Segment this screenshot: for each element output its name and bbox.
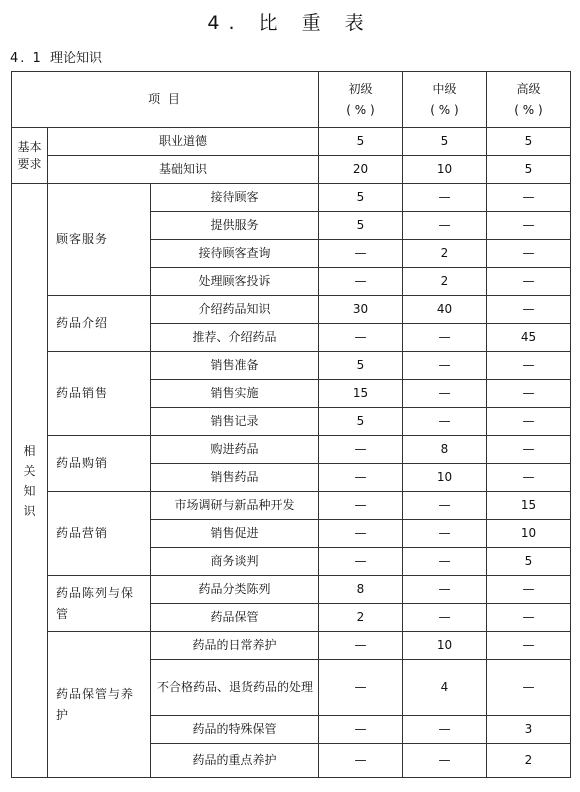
group-cell: 药品销售 — [48, 352, 151, 436]
value-cell: 2 — [319, 604, 403, 632]
value-cell: — — [319, 548, 403, 576]
value-cell: — — [319, 240, 403, 268]
item-cell: 处理顾客投诉 — [151, 268, 319, 296]
weight-table — [11, 71, 571, 778]
table-row — [12, 128, 571, 156]
item-cell: 商务谈判 — [151, 548, 319, 576]
value-cell: — — [487, 464, 571, 492]
item-cell: 职业道德 — [48, 128, 319, 156]
value-cell: 40 — [403, 296, 487, 324]
value-cell: — — [319, 632, 403, 660]
table-row — [12, 632, 571, 660]
value-cell: 5 — [319, 212, 403, 240]
value-cell: 4 — [403, 660, 487, 716]
value-cell: — — [487, 240, 571, 268]
header-level — [319, 72, 403, 128]
value-cell: — — [487, 660, 571, 716]
item-cell: 介绍药品知识 — [151, 296, 319, 324]
group-cell: 药品营销 — [48, 492, 151, 576]
header-item: 项 目 — [12, 72, 319, 128]
value-cell: — — [487, 436, 571, 464]
value-cell: — — [319, 324, 403, 352]
value-cell: — — [403, 520, 487, 548]
group-cell: 顾客服务 — [48, 184, 151, 296]
level-unit: ( % ) — [430, 102, 459, 117]
value-cell: 30 — [319, 296, 403, 324]
header-level — [403, 72, 487, 128]
page-title: 4. 比 重 表 — [207, 12, 373, 34]
group-cell: 药品保管与养护 — [48, 632, 151, 778]
value-cell: 3 — [487, 716, 571, 744]
value-cell: 5 — [319, 352, 403, 380]
value-cell: — — [487, 604, 571, 632]
value-cell: — — [319, 464, 403, 492]
item-cell: 基础知识 — [48, 156, 319, 184]
value-cell: — — [403, 324, 487, 352]
table-row — [12, 492, 571, 520]
level-unit: ( % ) — [514, 102, 543, 117]
value-cell: 15 — [487, 492, 571, 520]
value-cell: — — [403, 548, 487, 576]
item-cell: 销售记录 — [151, 408, 319, 436]
value-cell: 20 — [319, 156, 403, 184]
value-cell: — — [403, 212, 487, 240]
value-cell: — — [487, 296, 571, 324]
value-cell: 5 — [487, 128, 571, 156]
item-cell: 销售准备 — [151, 352, 319, 380]
item-cell: 药品保管 — [151, 604, 319, 632]
item-cell: 推荐、介绍药品 — [151, 324, 319, 352]
group-cell: 药品介绍 — [48, 296, 151, 352]
value-cell: 10 — [487, 520, 571, 548]
item-cell: 销售药品 — [151, 464, 319, 492]
value-cell: — — [487, 268, 571, 296]
item-cell: 销售实施 — [151, 380, 319, 408]
value-cell: 2 — [403, 268, 487, 296]
item-cell: 药品的重点养护 — [151, 744, 319, 778]
level-name: 中级 — [432, 81, 457, 96]
value-cell: — — [487, 408, 571, 436]
value-cell: — — [403, 380, 487, 408]
value-cell: 8 — [403, 436, 487, 464]
value-cell: 10 — [403, 464, 487, 492]
table-row — [12, 352, 571, 380]
value-cell: 5 — [319, 408, 403, 436]
value-cell: 5 — [319, 184, 403, 212]
value-cell: 2 — [403, 240, 487, 268]
value-cell: — — [487, 184, 571, 212]
level-name: 初级 — [348, 81, 373, 96]
value-cell: — — [403, 408, 487, 436]
value-cell: 5 — [487, 548, 571, 576]
value-cell: — — [403, 744, 487, 778]
value-cell: — — [403, 184, 487, 212]
header-level — [487, 72, 571, 128]
item-cell: 销售促进 — [151, 520, 319, 548]
section-number: 4. 1 — [10, 51, 43, 66]
value-cell: — — [403, 492, 487, 520]
section-title: 理论知识 — [50, 51, 103, 66]
item-cell: 提供服务 — [151, 212, 319, 240]
value-cell: 10 — [403, 632, 487, 660]
level-name: 高级 — [516, 81, 541, 96]
item-cell: 接待顾客 — [151, 184, 319, 212]
item-cell: 不合格药品、退货药品的处理 — [151, 660, 319, 716]
table-row — [12, 576, 571, 604]
value-cell: — — [319, 520, 403, 548]
value-cell: — — [403, 576, 487, 604]
value-cell: 5 — [319, 128, 403, 156]
table-row — [12, 436, 571, 464]
value-cell: — — [487, 352, 571, 380]
value-cell: 10 — [403, 156, 487, 184]
value-cell: 2 — [487, 744, 571, 778]
value-cell: — — [319, 492, 403, 520]
value-cell: — — [403, 716, 487, 744]
category-related: 相关知识 — [12, 184, 48, 778]
item-cell: 药品分类陈列 — [151, 576, 319, 604]
header-row — [12, 72, 571, 128]
value-cell: — — [319, 660, 403, 716]
value-cell: 15 — [319, 380, 403, 408]
value-cell: — — [487, 632, 571, 660]
table-row — [12, 296, 571, 324]
value-cell: 45 — [487, 324, 571, 352]
value-cell: 8 — [319, 576, 403, 604]
value-cell: 5 — [403, 128, 487, 156]
table-row — [12, 156, 571, 184]
category-basic: 基本要求 — [12, 128, 48, 184]
item-cell: 市场调研与新品种开发 — [151, 492, 319, 520]
value-cell: — — [487, 212, 571, 240]
value-cell: — — [319, 744, 403, 778]
value-cell: — — [487, 380, 571, 408]
item-cell: 接待顾客查询 — [151, 240, 319, 268]
value-cell: — — [319, 436, 403, 464]
item-cell: 药品的特殊保管 — [151, 716, 319, 744]
value-cell: — — [403, 352, 487, 380]
value-cell: — — [403, 604, 487, 632]
table-row — [12, 184, 571, 212]
value-cell: — — [487, 576, 571, 604]
value-cell: — — [319, 268, 403, 296]
value-cell: — — [319, 716, 403, 744]
group-cell: 药品陈列与保管 — [48, 576, 151, 632]
item-cell: 药品的日常养护 — [151, 632, 319, 660]
group-cell: 药品购销 — [48, 436, 151, 492]
value-cell: 5 — [487, 156, 571, 184]
level-unit: ( % ) — [346, 102, 375, 117]
item-cell: 购进药品 — [151, 436, 319, 464]
section-heading — [10, 47, 102, 66]
